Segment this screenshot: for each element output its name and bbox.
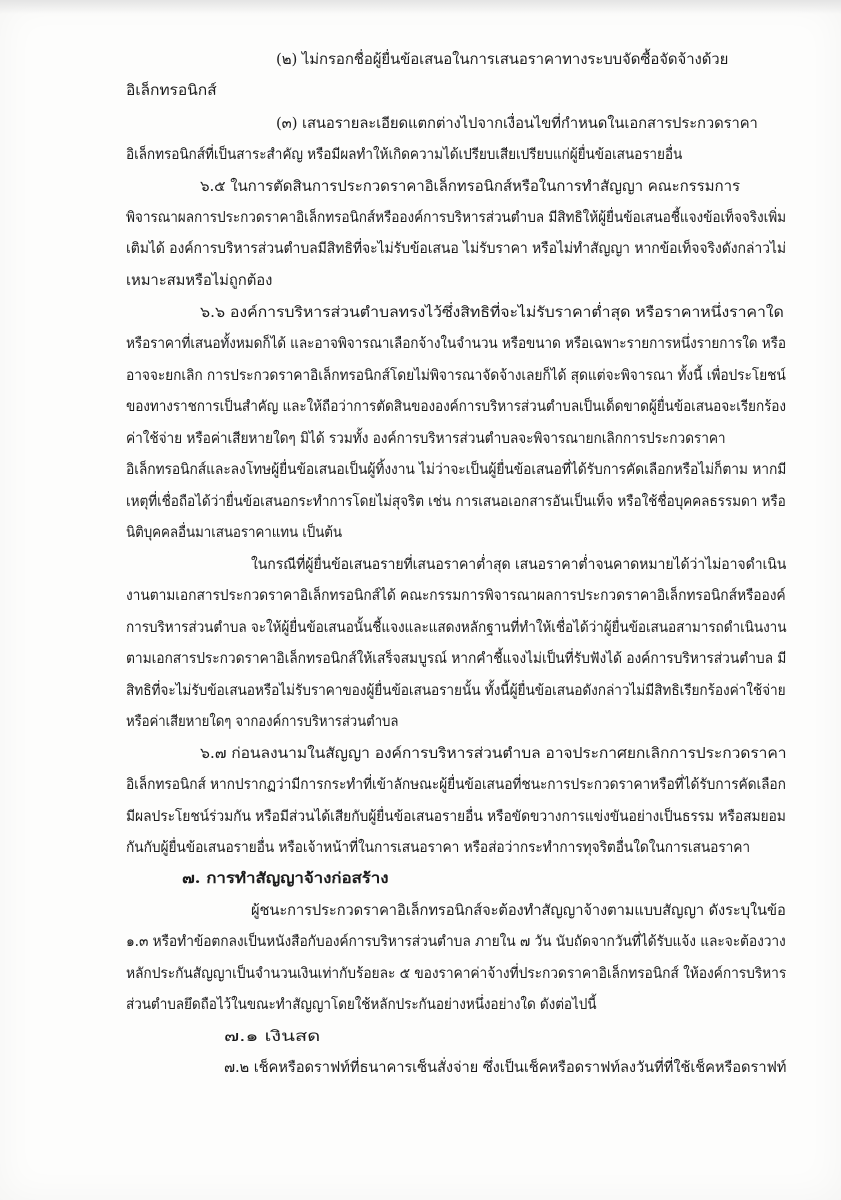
text-line: ของทางราชการเป็นสำคัญ และให้ถือว่าการตัดสินขององค์การบริหารส่วนตำบลเป็นเด็ดขาดผู้ยื่นข้อเสนอจะเรียกร้อง <box>126 398 786 415</box>
text-line: อิเล็กทรอนิกส์ หากปรากฏว่ามีการกระทำที่เข้าลักษณะผู้ยื่นข้อเสนอที่ชนะการประกวดราคาหรือที่ได้รับการคัดเลือก <box>126 776 786 793</box>
text-line: มีผลประโยชน์ร่วมกัน หรือมีส่วนได้เสียกับผู้ยื่นข้อเสนอรายอื่น หรือขัดขวางการแข่งขันอย่างเป็นธรรม หรือสมยอม <box>126 808 786 825</box>
text-line: อิเล็กทรอนิกส์ <box>126 82 217 99</box>
text-line: ๖.๕ ในการตัดสินการประกวดราคาอิเล็กทรอนิกส์หรือในการทำสัญญา คณะกรรมการ <box>200 178 740 195</box>
text-line: หลักประกันสัญญาเป็นจำนวนเงินเท่ากับร้อยละ ๕ ของราคาค่าจ้างที่ประกวดราคาอิเล็กทรอนิกส์ ให้องค์การบริหาร <box>126 965 787 982</box>
text-line: พิจารณาผลการประกวดราคาอิเล็กทรอนิกส์หรือองค์การบริหารส่วนตำบล มีสิทธิให้ผู้ยื่นข้อเสนอชี้แจงข้อเท็จจริงเพิ่ม <box>126 209 787 226</box>
text-line: อาจจะยกเลิก การประกวดราคาอิเล็กทรอนิกส์โดยไม่พิจารณาจัดจ้างเลยก็ได้ สุดแต่จะพิจารณา ทั้งนี้ เพื่อประโยชน์ <box>126 367 786 384</box>
text-line: นิติบุคคลอื่นมาเสนอราคาแทน เป็นต้น <box>126 524 342 541</box>
text-line: ๑.๓ หรือทำข้อตกลงเป็นหนังสือกับองค์การบริหารส่วนตำบล ภายใน ๗ วัน นับถัดจากวันที่ได้รับแจ้ง และจะต้องวาง <box>126 933 786 950</box>
text-line: ๗.๑ เงินสด <box>224 1028 321 1045</box>
text-line: (๒) ไม่กรอกชื่อผู้ยื่นข้อเสนอในการเสนอราคาทางระบบจัดซื้อจัดจ้างด้วย <box>276 51 729 68</box>
text-line: ๖.๗ ก่อนลงนามในสัญญา องค์การบริหารส่วนตำบล อาจประกาศยกเลิกการประกวดราคา <box>200 745 787 762</box>
text-line: ส่วนตำบลยึดถือไว้ในขณะทำสัญญาโดยใช้หลักประกันอย่างหนึ่งอย่างใด ดังต่อไปนี้ <box>126 996 597 1013</box>
text-line: ๗.๒ เช็คหรือดราฟท์ที่ธนาคารเซ็นสั่งจ่าย ซึ่งเป็นเช็คหรือดราฟท์ลงวันที่ที่ใช้เช็คหรือดราฟท์ <box>224 1059 787 1076</box>
text-line: งานตามเอกสารประกวดราคาอิเล็กทรอนิกส์ได้ คณะกรรมการพิจารณาผลการประกวดราคาอิเล็กทรอนิกส์หรือองค์ <box>126 587 786 604</box>
text-line: หรือค่าเสียหายใดๆ จากองค์การบริหารส่วนตำบล <box>126 713 399 730</box>
text-line: ๖.๖ องค์การบริหารส่วนตำบลทรงไว้ซึ่งสิทธิที่จะไม่รับราคาต่ำสุด หรือราคาหนึ่งราคาใด <box>200 304 784 321</box>
text-line: (๓) เสนอรายละเอียดแตกต่างไปจากเงื่อนไขที่กำหนดในเอกสารประกวดราคา <box>276 115 758 132</box>
text-line: เหตุที่เชื่อถือได้ว่ายื่นข้อเสนอกระทำการโดยไม่สุจริต เช่น การเสนอเอกสารอันเป็นเท็จ หรือใช้ชื่อบุคคลธรรมดา หรือ <box>126 493 786 510</box>
text-line: การบริหารส่วนตำบล จะให้ผู้ยื่นข้อเสนอนั้นชี้แจงและแสดงหลักฐานที่ทำให้เชื่อได้ว่าผู้ยื่นข้อเสนอสามารถดำเนินงาน <box>126 619 787 636</box>
text-line: ในกรณีที่ผู้ยื่นข้อเสนอรายที่เสนอราคาต่ำสุด เสนอราคาต่ำจนคาดหมายได้ว่าไม่อาจดำเนิน <box>251 556 787 573</box>
text-line: อิเล็กทรอนิกส์ที่เป็นสาระสำคัญ หรือมีผลทำให้เกิดความได้เปรียบเสียเปรียบแก่ผู้ยื่นข้อเสนอรายอื่น <box>126 146 683 163</box>
text-line: เติมได้ องค์การบริหารส่วนตำบลมีสิทธิที่จะไม่รับข้อเสนอ ไม่รับราคา หรือไม่ทำสัญญา หากข้อเท็จจริงดังกล่าวไม่ <box>126 240 787 257</box>
text-line: หรือราคาที่เสนอทั้งหมดก็ได้ และอาจพิจารณาเลือกจ้างในจำนวน หรือขนาด หรือเฉพาะรายการหนึ่งรายการใด หรือ <box>126 335 786 352</box>
text-line: สิทธิที่จะไม่รับข้อเสนอหรือไม่รับราคาของผู้ยื่นข้อเสนอรายนั้น ทั้งนี้ผู้ยื่นข้อเสนอดังกล่าวไม่มีสิทธิเรียกร้องค่าใช้จ่าย <box>126 682 786 699</box>
text-line: อิเล็กทรอนิกส์และลงโทษผู้ยื่นข้อเสนอเป็นผู้ทิ้งงาน ไม่ว่าจะเป็นผู้ยื่นข้อเสนอที่ได้รับการคัดเลือกหรือไม่ก็ตาม หากมี <box>126 461 787 478</box>
section-heading: ๗. การทำสัญญาจ้างก่อสร้าง <box>182 870 389 887</box>
text-line: เหมาะสมหรือไม่ถูกต้อง <box>126 272 273 289</box>
text-line: ตามเอกสารประกวดราคาอิเล็กทรอนิกส์ให้เสร็จสมบูรณ์ หากคำชี้แจงไม่เป็นที่รับฟังได้ องค์การบริหารส่วนตำบล มี <box>126 650 787 667</box>
text-line: ผู้ชนะการประกวดราคาอิเล็กทรอนิกส์จะต้องทำสัญญาจ้างตามแบบสัญญา ดังระบุในข้อ <box>251 902 786 919</box>
text-line: กันกับผู้ยื่นข้อเสนอรายอื่น หรือเจ้าหน้าที่ในการเสนอราคา หรือส่อว่ากระทำการทุจริตอื่นใดในการเสนอราคา <box>126 839 751 856</box>
scan-edge-shadow <box>0 0 841 14</box>
text-line: ค่าใช้จ่าย หรือค่าเสียหายใดๆ มิได้ รวมทั้ง องค์การบริหารส่วนตำบลจะพิจารณายกเลิกการประกวดราคา <box>126 430 726 447</box>
